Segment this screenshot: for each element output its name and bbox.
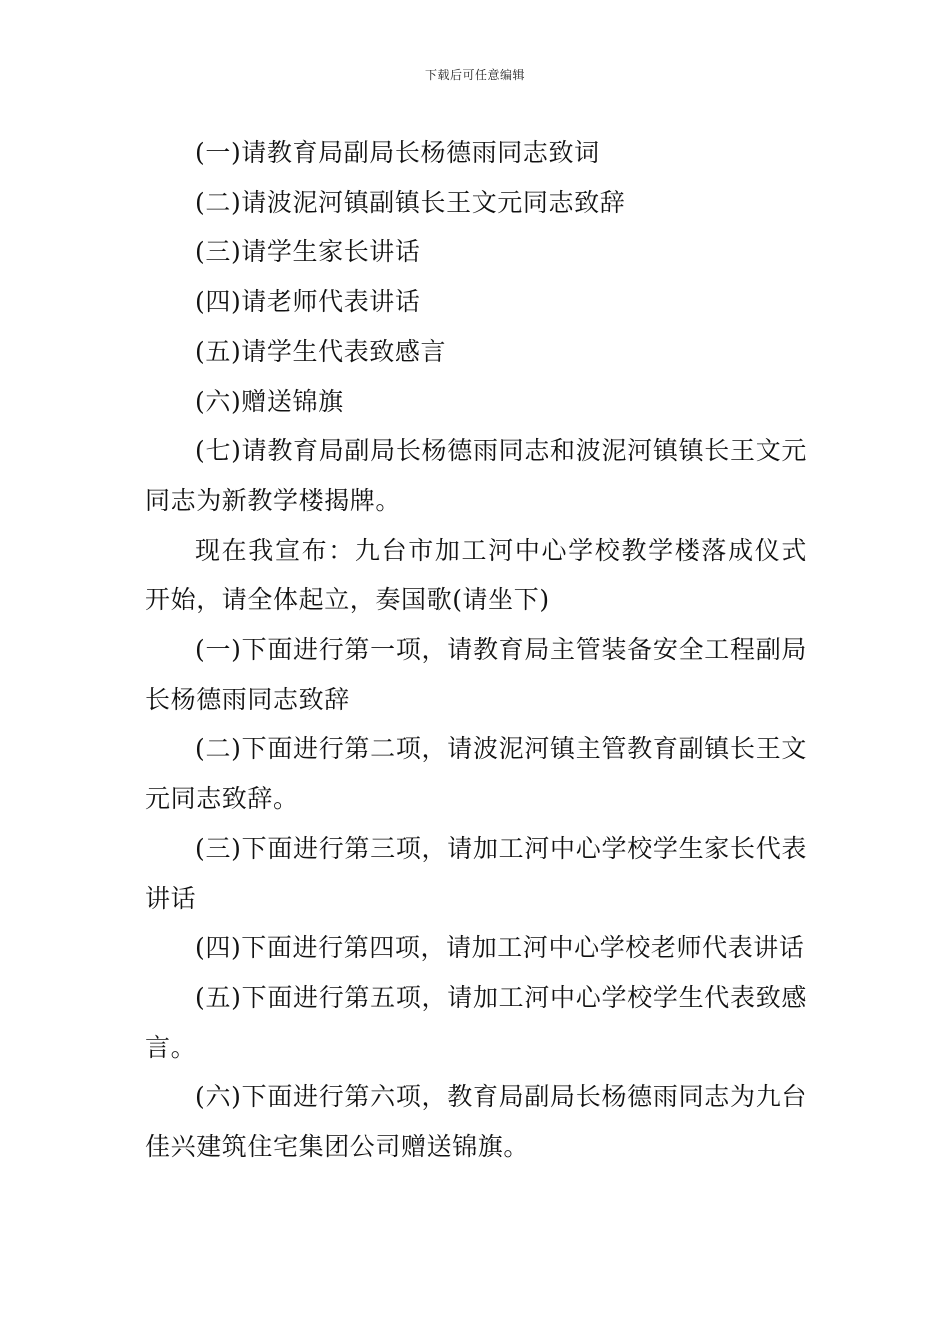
paragraph: (一)请教育局副局长杨德雨同志致词 <box>195 138 600 167</box>
paragraph: (七)请教育局副局长杨德雨同志和波泥河镇镇长王文元同志为新教学楼揭牌。 <box>145 436 807 515</box>
paragraph: (六)下面进行第六项，教育局副局长杨德雨同志为九台佳兴建筑住宅集团公司赠送锦旗。 <box>145 1082 807 1162</box>
paragraph: (三)请学生家长讲话 <box>195 237 421 267</box>
paragraph: (六)赠送锦旗 <box>195 386 344 416</box>
paragraph: (一)下面进行第一项，请教育局主管装备安全工程副局长杨德雨同志致辞 <box>145 635 807 714</box>
document-body <box>145 128 807 1172</box>
paragraph: (三)下面进行第三项，请加工河中心学校学生家长代表讲话 <box>145 833 807 913</box>
paragraph: (四)下面进行第四项，请加工河中心学校老师代表讲话 <box>195 933 805 963</box>
paragraph: (二)下面进行第二项，请波泥河镇主管教育副镇长王文元同志致辞。 <box>145 734 807 814</box>
paragraph: (四)请老师代表讲话 <box>195 287 421 317</box>
paragraph: 现在我宣布：九台市加工河中心学校教学楼落成仪式开始，请全体起立，奏国歌(请坐下) <box>145 535 807 615</box>
paragraph: (二)请波泥河镇副镇长王文元同志致辞 <box>195 187 626 217</box>
header-note: 下载后可任意编辑 <box>424 68 525 82</box>
paragraph: (五)请学生代表致感言 <box>195 336 447 366</box>
paragraph: (五)下面进行第五项，请加工河中心学校学生代表致感言。 <box>145 982 807 1062</box>
